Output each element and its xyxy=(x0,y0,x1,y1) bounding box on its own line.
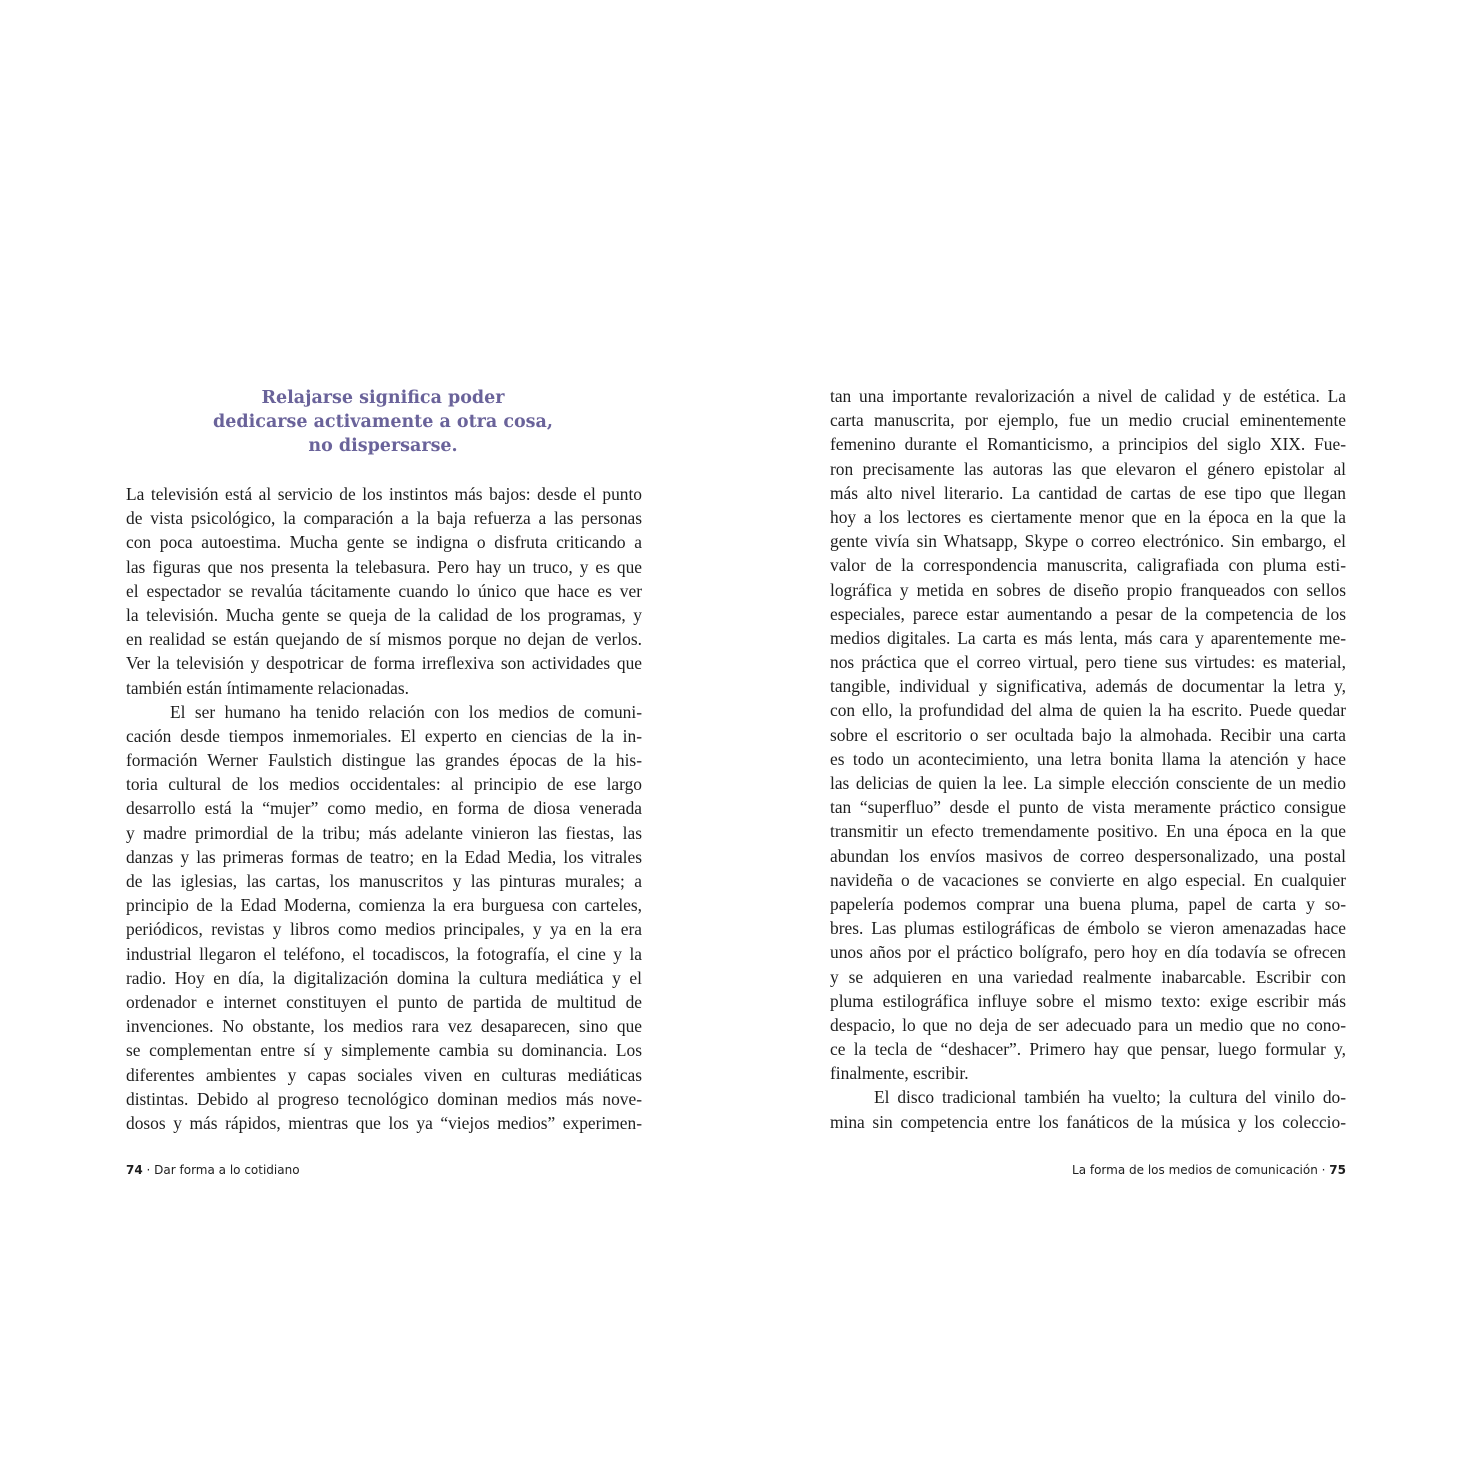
text-line: principio de la Edad Moderna, comienza la era burguesa con carteles, xyxy=(126,895,642,916)
text-line: el espectador se revalúa tácitamente cuando lo único que hace es ver xyxy=(126,580,642,601)
pull-quote-line: no dispersarse. xyxy=(308,436,458,456)
text-line: distintas. Debido al progreso tecnológico dominan medios más nove- xyxy=(126,1088,642,1109)
text-line: papelería podemos comprar una buena pluma, papel de carta y so- xyxy=(830,893,1346,914)
text-line: más alto nivel literario. La cantidad de cartas de ese tipo que llegan xyxy=(830,482,1346,503)
text-line: danzas y las primeras formas de teatro; en la Edad Media, los vitrales xyxy=(126,846,642,867)
folio-separator: · xyxy=(1321,1163,1330,1177)
text-line: abundan los envíos masivos de correo despersonalizado, una postal xyxy=(830,845,1346,866)
text-line: navideña o de vacaciones se convierte en algo especial. En cualquier xyxy=(830,869,1346,890)
pull-quote-line: dedicarse activamente a otra cosa, xyxy=(213,412,553,432)
text-line: sobre el escritorio o ser ocultada bajo la almohada. Recibir una carta xyxy=(830,724,1346,745)
running-title: La forma de los medios de comunicación xyxy=(1072,1163,1318,1177)
text-line: ce la tecla de “deshacer”. Primero hay que pensar, luego formular y, xyxy=(830,1039,1346,1060)
text-line: valor de la correspondencia manuscrita, caligrafiada con pluma esti- xyxy=(830,555,1346,576)
text-line: con ello, la profundidad del alma de quien la ha escrito. Puede quedar xyxy=(830,700,1346,721)
text-line: medios digitales. La carta es más lenta, más cara y aparentemente me- xyxy=(830,627,1346,648)
text-line: y se adquieren en una variedad realmente inabarcable. Escribir con xyxy=(830,966,1346,987)
text-line: formación Werner Faulstich distingue las grandes épocas de la his- xyxy=(126,750,642,771)
text-line: ron precisamente las autoras las que elevaron el género epistolar al xyxy=(830,458,1346,479)
text-line: diferentes ambientes y capas sociales viven en culturas mediáticas xyxy=(126,1064,642,1085)
text-line: radio. Hoy en día, la digitalización domina la cultura mediática y el xyxy=(126,967,642,988)
left-folio xyxy=(126,1163,300,1177)
pull-quote xyxy=(124,386,642,458)
text-line: El disco tradicional también ha vuelto; la cultura del vinilo do- xyxy=(874,1087,1346,1108)
text-line: periódicos, revistas y libros como medios principales, y ya en la era xyxy=(126,919,642,940)
text-line: carta manuscrita, por ejemplo, fue un medio crucial eminentemente xyxy=(830,410,1346,431)
text-line: lográfica y metida en sobres de diseño propio franqueados con sellos xyxy=(830,579,1346,600)
text-line: pluma estilográfica influye sobre el mismo texto: exige escribir más xyxy=(830,990,1346,1011)
text-line: toria cultural de los medios occidentales: al principio de ese largo xyxy=(126,774,642,795)
text-line: también están íntimamente relacionadas. xyxy=(126,677,409,698)
text-line: nos práctica que el correo virtual, pero tiene sus virtudes: es material, xyxy=(830,652,1346,673)
text-line: se complementan entre sí y simplemente cambia su dominancia. Los xyxy=(126,1040,642,1061)
text-line: de las iglesias, las cartas, los manuscritos y las pinturas murales; a xyxy=(126,871,642,891)
left-body-text xyxy=(126,482,642,1135)
text-line: de vista psicológico, la comparación a la baja refuerza a las personas xyxy=(126,508,642,529)
text-line: con poca autoestima. Mucha gente se indigna o disfruta criticando a xyxy=(126,532,642,553)
text-line: Ver la televisión y despotricar de forma irreflexiva son actividades que xyxy=(126,653,642,674)
text-line: finalmente, escribir. xyxy=(830,1063,969,1084)
text-line: femenino durante el Romanticismo, a principios del siglo XIX. Fue- xyxy=(830,434,1346,455)
text-line: cación desde tiempos inmemoriales. El experto en ciencias de la in- xyxy=(126,725,642,746)
text-line: despacio, lo que no deja de ser adecuado para un medio que no cono- xyxy=(830,1014,1346,1035)
text-line: y madre primordial de la tribu; más adelante vinieron las fiestas, las xyxy=(126,822,642,843)
text-line: invenciones. No obstante, los medios rara vez desaparecen, sino que xyxy=(126,1016,642,1037)
text-line: tan una importante revalorización a nivel de calidad y de estética. La xyxy=(830,386,1346,406)
pull-quote-line: Relajarse significa poder xyxy=(261,388,505,408)
text-line: es todo un acontecimiento, una letra bonita llama la atención y hace xyxy=(830,748,1346,769)
text-line: tan “superfluo” desde el punto de vista meramente práctico consigue xyxy=(830,797,1346,818)
text-line: gente vivía sin Whatsapp, Skype o correo electrónico. Sin embargo, el xyxy=(830,531,1346,552)
text-line: El ser humano ha tenido relación con los medios de comuni- xyxy=(170,701,642,722)
folio-separator: · xyxy=(146,1163,155,1177)
text-line: dosos y más rápidos, mientras que los ya “viejos medios” experimen- xyxy=(126,1112,642,1133)
text-line: bres. Las plumas estilográficas de émbolo se vieron amenazadas hace xyxy=(830,918,1346,939)
text-line: la televisión. Mucha gente se queja de la calidad de los programas, y xyxy=(126,604,642,625)
text-line: desarrollo está la “mujer” como medio, en forma de diosa venerada xyxy=(126,798,642,819)
text-line: tangible, individual y significativa, además de documentar la letra y, xyxy=(830,676,1346,697)
text-line: mina sin competencia entre los fanáticos de la música y los coleccio- xyxy=(830,1111,1346,1132)
text-line: las delicias de quien la lee. La simple elección consciente de un medio xyxy=(830,773,1346,793)
page-number: 75 xyxy=(1329,1163,1346,1177)
text-line: industrial llegaron el teléfono, el tocadiscos, la fotografía, el cine y la xyxy=(126,943,642,964)
text-line: transmitir un efecto tremendamente positivo. En una época en la que xyxy=(830,821,1346,842)
text-line: hoy a los lectores es ciertamente menor que en la época en la que la xyxy=(830,506,1346,527)
text-line: en realidad se están quejando de sí mismos porque no dejan de verlos. xyxy=(126,629,642,650)
text-line: unos años por el práctico bolígrafo, pero hoy en día todavía se ofrecen xyxy=(830,942,1346,963)
right-page xyxy=(736,0,1472,1472)
text-line: La televisión está al servicio de los instintos más bajos: desde el punto xyxy=(126,484,642,504)
text-line: ordenador e internet constituyen el punto de partida de multitud de xyxy=(126,991,642,1012)
text-line: especiales, parece estar aumentando a pesar de la competencia de los xyxy=(830,603,1346,624)
right-folio xyxy=(1072,1163,1346,1177)
running-title: Dar forma a lo cotidiano xyxy=(154,1163,300,1177)
page-number: 74 xyxy=(126,1163,143,1177)
text-line: las figuras que nos presenta la telebasura. Pero hay un truco, y es que xyxy=(126,556,642,577)
right-body-text xyxy=(830,384,1346,1134)
